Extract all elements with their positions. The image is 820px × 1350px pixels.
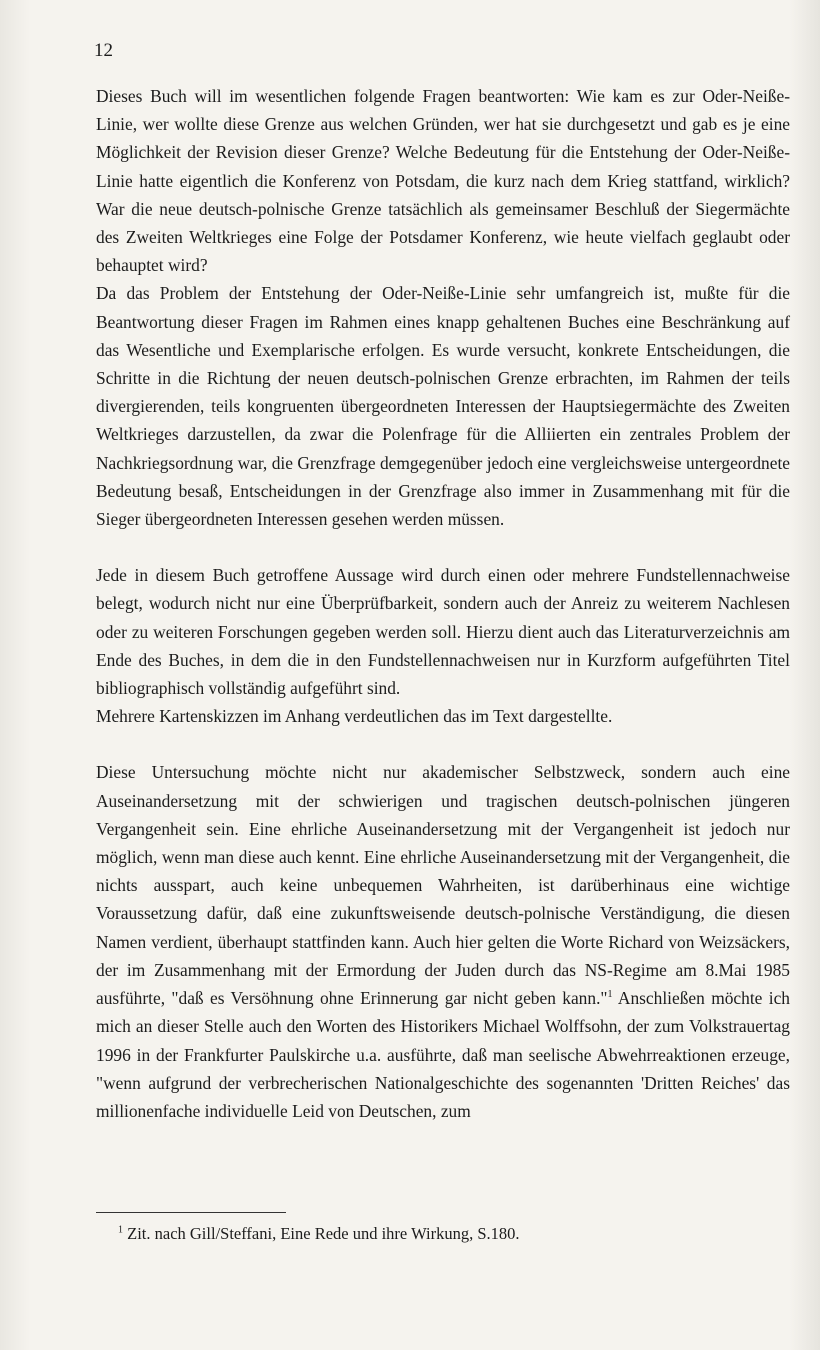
paragraph-questions: Dieses Buch will im wesentlichen folgende Fragen beantworten: Wie kam es zur Oder-Neiße-Linie, wer wollte diese Grenze aus welchen Gründen, wer hat sie durchgesetzt und gab es je eine Möglichkeit der Revision dieser Grenze? Welche Bedeutung für die Entstehung der Oder-Neiße-Linie hatte eigentlich die Konferenz von Potsdam, die kurz nach dem Krieg stattfand, wirklich? War die neue deutsch-polnische Grenze tatsächlich als gemeinsamer Beschluß der Siegermächte des Zweiten Weltkrieges eine Folge der Potsdamer Konferenz, wie heute vielfach geglaubt oder behauptet wird? [96,86,790,276]
footnote-reference: 1 [607,989,613,1001]
paragraph-scope: Da das Problem der Entstehung der Oder-Neiße-Linie sehr umfangreich ist, mußte für die Beantwortung dieser Fragen im Rahmen eines knapp gehaltenen Buches eine Beschränkung auf das Wesentliche und Exemplarische erfolgen. Es wurde versucht, konkrete Entscheidungen, die Schritte in die Richtung der neuen deutsch-polnischen Grenze erbrachten, im Rahmen der teils divergierenden, teils kongruenten übergeordneten Interessen der Hauptsiegermächte des Zweiten Weltkrieges darzustellen, da zwar die Polenfrage für die Alliierten ein zentrales Problem der Nachkriegsordnung war, die Grenzfrage demgegenüber jedoch eine vergleichsweise untergeordnete Bedeutung besaß, Entscheidungen in der Grenzfrage also immer in Zusammenhang mit für die Sieger übergeordneten Interessen gesehen werden müssen. [96,283,790,530]
footnote-separator [96,1212,286,1213]
paragraph-maps: Mehrere Kartenskizzen im Anhang verdeutlichen das im Text dargestellte. [96,706,613,727]
footnote-marker: 1 [118,1224,123,1236]
paragraph-sources: Jede in diesem Buch getroffene Aussage wird durch einen oder mehrere Fundstellennachweise belegt, wodurch nicht nur eine Überprüfbarkeit, sondern auch der Anreiz zu weiterem Nachlesen oder zu weiteren Forschungen gegeben werden soll. Hierzu dient auch das Literaturverzeichnis am Ende des Buches, in dem die in den Fundstellennachweisen nur in Kurzform aufgeführten Titel bibliographisch vollständig aufgeführt sind. [96,565,790,699]
footnote [118,1222,520,1246]
paragraph-purpose-part1: Diese Untersuchung möchte nicht nur akademischer Selbstzweck, sondern auch eine Auseinandersetzung mit der schwierigen und tragischen deutsch-polnischen jüngeren Vergangenheit sein. Eine ehrliche Auseinandersetzung mit der Vergangenheit ist jedoch nur möglich, wenn man diese auch kennt. Eine ehrliche Auseinandersetzung mit der Vergangenheit, die nichts ausspart, auch keine unbequemen Wahrheiten, ist darüberhinaus eine wichtige Voraussetzung dafür, daß eine zukunftsweisende deutsch-polnische Verständigung, die diesen Namen verdient, überhaupt stattfinden kann. Auch hier gelten die Worte Richard von Weizsäckers, der im Zusammenhang mit der Ermordung der Juden durch das NS-Regime am 8.Mai 1985 ausführte, "daß es Versöhnung ohne Erinnerung gar nicht geben kann." [96,762,790,1009]
body-text [96,82,790,1125]
footnote-text: Zit. nach Gill/Steffani, Eine Rede und ihre Wirkung, S.180. [123,1224,520,1243]
page-number: 12 [94,40,113,61]
paragraph-purpose-part2: Anschließen möchte ich mich an dieser Stelle auch den Worten des Historikers Michael Wolffsohn, der zum Volkstrauertag 1996 in der Frankfurter Paulskirche u.a. ausführte, daß man seelische Abwehrreaktionen erzeuge, "wenn aufgrund der verbrecherischen Nationalgeschichte des sogenannten 'Dritten Reiches' das millionenfache individuelle Leid von Deutschen, zum [96,988,790,1121]
paragraph-purpose [96,758,790,1125]
